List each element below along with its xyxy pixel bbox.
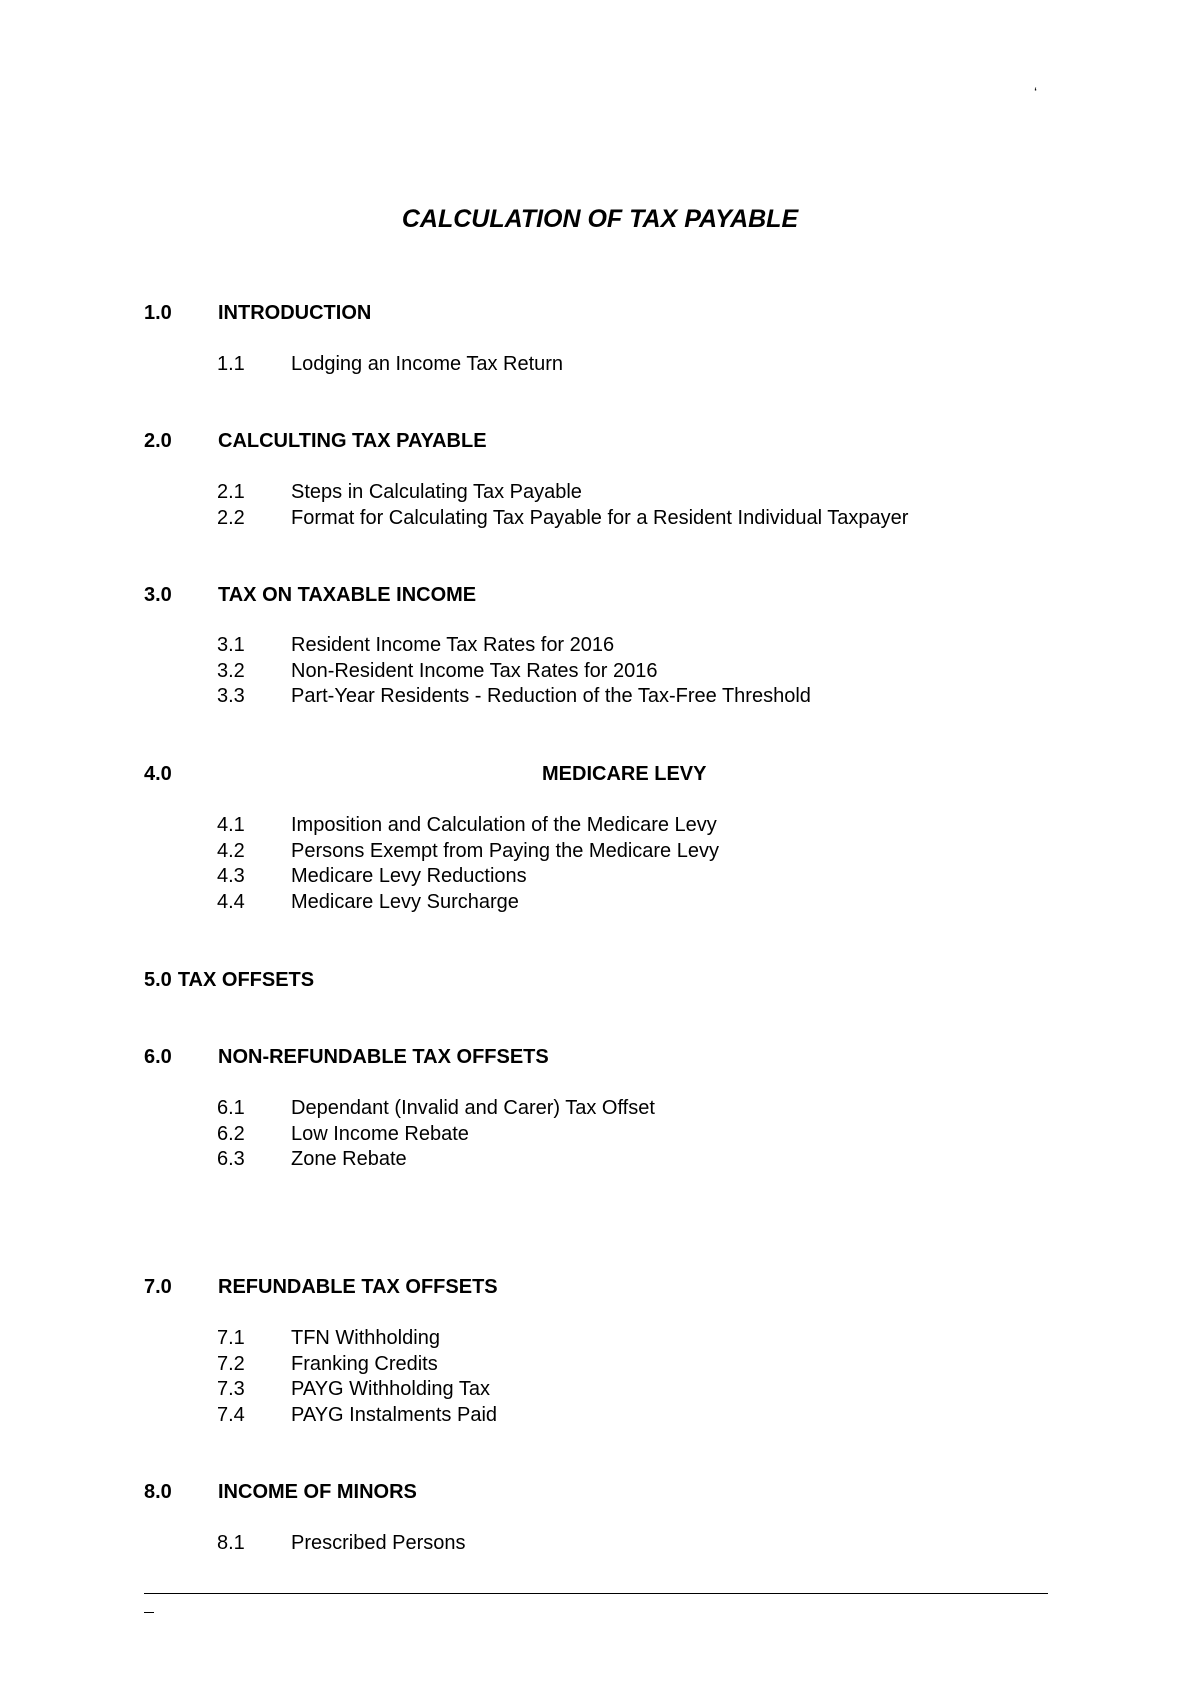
item-number: 4.4 bbox=[217, 890, 245, 913]
section-7-items bbox=[217, 1326, 497, 1428]
list-item bbox=[217, 813, 719, 839]
item-text: Prescribed Persons bbox=[291, 1532, 466, 1554]
section-title: NON-REFUNDABLE TAX OFFSETS bbox=[218, 1046, 549, 1068]
item-number: 7.3 bbox=[217, 1378, 245, 1400]
list-item bbox=[217, 890, 719, 916]
item-number: 2.1 bbox=[217, 481, 245, 503]
list-item bbox=[217, 1122, 655, 1148]
item-text: Medicare Levy Reductions bbox=[291, 865, 527, 887]
section-heading-3 bbox=[144, 583, 476, 607]
document-title: CALCULATION OF TAX PAYABLE bbox=[401, 205, 799, 233]
item-text: Dependant (Invalid and Carer) Tax Offset bbox=[291, 1097, 655, 1119]
item-text: Format for Calculating Tax Payable for a Resident Individual Taxpayer bbox=[291, 506, 909, 529]
section-heading-7 bbox=[144, 1275, 498, 1299]
section-title: INCOME OF MINORS bbox=[218, 1481, 417, 1503]
item-text: TFN Withholding bbox=[291, 1327, 440, 1349]
item-text: PAYG Instalments Paid bbox=[291, 1403, 498, 1426]
section-number: 7.0 bbox=[144, 1276, 172, 1298]
list-item bbox=[217, 684, 811, 710]
section-number: 4.0 bbox=[144, 763, 172, 785]
corner-mark: ‘ bbox=[1034, 84, 1038, 100]
section-4-items bbox=[217, 813, 719, 915]
section-number: 2.0 bbox=[144, 430, 172, 452]
section-title: INTRODUCTION bbox=[218, 302, 372, 324]
section-heading-6 bbox=[144, 1045, 549, 1069]
item-text: PAYG Withholding Tax bbox=[291, 1378, 490, 1400]
item-number: 6.1 bbox=[217, 1097, 245, 1119]
section-number: 1.0 bbox=[144, 302, 172, 324]
list-item bbox=[217, 839, 719, 865]
section-1-items bbox=[217, 352, 563, 378]
footer-dash bbox=[144, 1612, 154, 1613]
item-number: 4.3 bbox=[217, 865, 245, 887]
item-number: 3.1 bbox=[217, 634, 245, 656]
item-number: 8.1 bbox=[217, 1532, 245, 1554]
section-heading-8 bbox=[144, 1480, 417, 1504]
list-item bbox=[217, 480, 908, 506]
section-number: 6.0 bbox=[144, 1046, 172, 1068]
section-title: CALCULTING TAX PAYABLE bbox=[218, 430, 487, 452]
section-2-items bbox=[217, 480, 908, 531]
item-text: Low Income Rebate bbox=[291, 1122, 469, 1145]
item-number: 4.2 bbox=[217, 839, 245, 862]
item-text: Lodging an Income Tax Return bbox=[291, 353, 564, 375]
list-item bbox=[217, 633, 811, 659]
item-text: Steps in Calculating Tax Payable bbox=[291, 481, 582, 503]
list-item bbox=[217, 1403, 497, 1429]
item-text: Resident Income Tax Rates for 2016 bbox=[291, 634, 615, 656]
section-title: MEDICARE LEVY bbox=[542, 763, 707, 785]
item-number: 3.2 bbox=[217, 659, 245, 682]
item-number: 3.3 bbox=[217, 685, 245, 707]
item-text: Franking Credits bbox=[291, 1352, 438, 1375]
item-number: 6.2 bbox=[217, 1122, 245, 1145]
item-number: 2.2 bbox=[217, 506, 245, 529]
section-heading-5 bbox=[144, 968, 314, 992]
section-number: 8.0 bbox=[144, 1481, 172, 1503]
section-6-items bbox=[217, 1096, 655, 1173]
item-number: 6.3 bbox=[217, 1148, 245, 1170]
section-number: 5.0 bbox=[144, 969, 172, 991]
section-heading-4 bbox=[144, 762, 707, 786]
list-item bbox=[217, 1377, 497, 1403]
section-title: TAX OFFSETS bbox=[177, 969, 315, 991]
item-text: Persons Exempt from Paying the Medicare Levy bbox=[291, 839, 719, 862]
section-heading-2 bbox=[144, 429, 487, 453]
list-item bbox=[217, 1096, 655, 1122]
item-number: 7.4 bbox=[217, 1403, 245, 1426]
item-number: 1.1 bbox=[217, 353, 245, 375]
list-item bbox=[217, 1326, 497, 1352]
list-item bbox=[217, 1531, 466, 1557]
item-text: Non-Resident Income Tax Rates for 2016 bbox=[291, 659, 658, 682]
section-number: 3.0 bbox=[144, 584, 172, 606]
section-title: TAX ON TAXABLE INCOME bbox=[218, 584, 477, 606]
section-title: REFUNDABLE TAX OFFSETS bbox=[218, 1276, 498, 1298]
list-item bbox=[217, 864, 719, 890]
item-number: 7.2 bbox=[217, 1352, 245, 1375]
item-number: 4.1 bbox=[217, 814, 245, 836]
item-text: Medicare Levy Surcharge bbox=[291, 890, 519, 913]
section-8-items bbox=[217, 1531, 466, 1557]
section-heading-1 bbox=[144, 301, 371, 325]
list-item bbox=[217, 352, 563, 378]
item-text: Zone Rebate bbox=[291, 1148, 407, 1170]
item-text: Part-Year Residents - Reduction of the Tax-Free Threshold bbox=[291, 685, 811, 707]
item-text: Imposition and Calculation of the Medicare Levy bbox=[291, 814, 717, 836]
footer-rule bbox=[144, 1593, 1048, 1594]
item-number: 7.1 bbox=[217, 1327, 245, 1349]
section-3-items bbox=[217, 633, 811, 710]
list-item bbox=[217, 506, 908, 532]
list-item bbox=[217, 1147, 655, 1173]
list-item bbox=[217, 1352, 497, 1378]
list-item bbox=[217, 659, 811, 685]
